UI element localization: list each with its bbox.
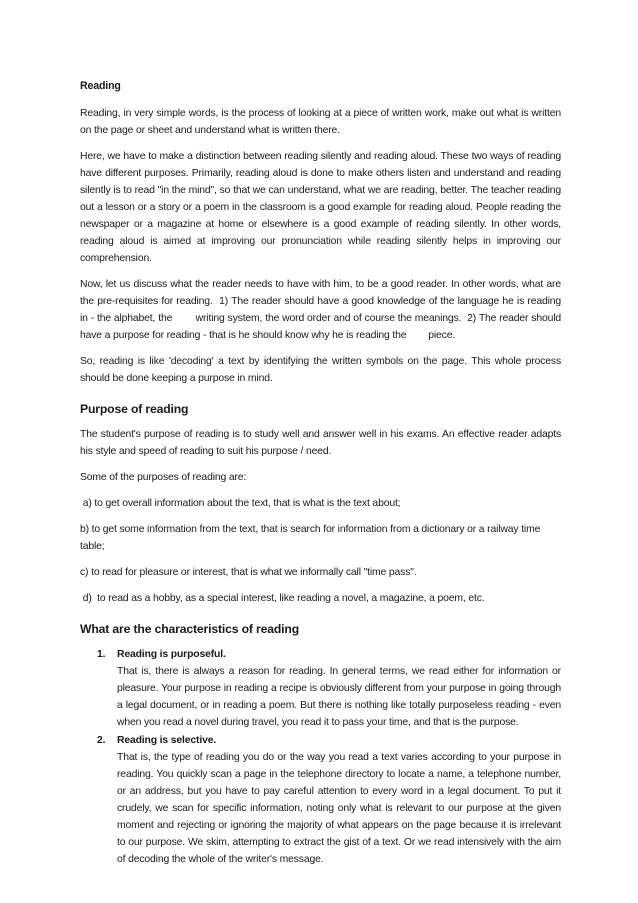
list-item bbox=[80, 646, 561, 731]
list-item-number: 2. bbox=[97, 735, 106, 746]
paragraph: Now, let us discuss what the reader needs to have with him, to be a good reader. In other words, what are the pre-requisites for reading. 1) The reader should have a good knowledge of the language he is reading in - the alphabet, the writing system, the word order and of course the meanings. 2) The reader should have a purpose for reading - that is he should know why he is reading the piece. bbox=[80, 279, 564, 341]
section-heading-characteristics: What are the characteristics of reading bbox=[80, 622, 300, 636]
purpose-item-d: d) to read as a hobby, as a special interest, like reading a novel, a magazine, a poem, etc. bbox=[80, 593, 485, 604]
list-item-body: That is, the type of reading you do or the way you read a text varies according to your purpose in reading. You quickly scan a page in the telephone directory to locate a name, a telephone number, or an address, but you have to pay careful attention to every word in a legal document. To put it crudely, we scan for specific information, noting only what is relevant to our purpose at the given moment and rejecting or ignoring the majority of what appears on the page because it is irrelevant to our purpose. We skim, attempting to extract the gist of a text. Or we read intensively with the aim of decoding the whole of the writer's message. bbox=[117, 752, 561, 865]
characteristics-list bbox=[80, 646, 561, 868]
paragraph: Reading, in very simple words, is the process of looking at a piece of written work, make out what is written on the page or sheet and understand what is written there. bbox=[80, 108, 561, 136]
purpose-item-c: c) to read for pleasure or interest, that is what we informally call "time pass". bbox=[80, 567, 417, 578]
paragraph: Here, we have to make a distinction between reading silently and reading aloud. These two ways of reading have different purposes. Primarily, reading aloud is done to make others listen and understand and reading silently is to read "in the mind", so that we can understand, what we are reading, better. The teacher reading out a lesson or a story or a poem in the classroom is a good example for reading aloud. People reading the newspaper or a magazine at home or elsewhere is a good example of reading silently. In other words, reading aloud is aimed at improving our pronunciation while reading silently helps in improving our comprehension. bbox=[80, 151, 561, 264]
list-item-body: That is, there is always a reason for reading. In general terms, we read either for information or pleasure. Your purpose in reading a recipe is obviously different from your purpose in going through a legal document, or in reading a poem. But there is nothing like totally purposeless reading - even when you read a novel during travel, you read it to pass your time, and that is the purpose. bbox=[117, 666, 561, 728]
purpose-item-b: b) to get some information from the text, that is search for information from a dictionary or a railway time table; bbox=[80, 524, 541, 552]
list-item-title: Reading is selective. bbox=[117, 735, 217, 746]
list-item-title: Reading is purposeful. bbox=[117, 649, 226, 660]
section-heading-purpose: Purpose of reading bbox=[80, 402, 189, 416]
paragraph: The student's purpose of reading is to study well and answer well in his exams. An effective reader adapts his style and speed of reading to suit his purpose / need. bbox=[80, 429, 561, 457]
paragraph: Some of the purposes of reading are: bbox=[80, 472, 247, 483]
section-heading-reading: Reading bbox=[80, 80, 121, 92]
document-page bbox=[80, 78, 564, 869]
list-item bbox=[80, 732, 561, 868]
purpose-item-a: a) to get overall information about the text, that is what is the text about; bbox=[80, 498, 401, 509]
paragraph: So, reading is like 'decoding' a text by identifying the written symbols on the page. This whole process should be done keeping a purpose in mind. bbox=[80, 356, 561, 384]
list-item-number: 1. bbox=[97, 649, 106, 660]
